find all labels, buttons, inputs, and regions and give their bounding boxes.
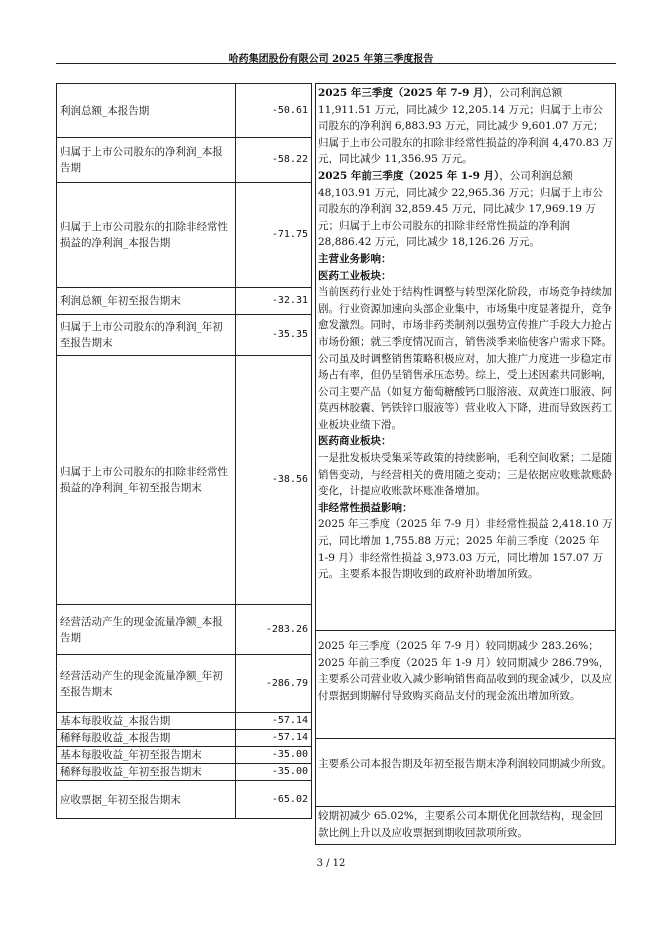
metric-label: 利润总额_本报告期 bbox=[57, 84, 236, 138]
nonrecurring-text: 2025 年三季度（2025 年 7-9 月）非经常性损益 2,418.10 万元，同比增加 1,755.88 万元；2025 年前三季度（2025 年 1-9 月）非经常性损益 3,973.03 万元，同比增加 157.07 万元。主要系本报告期收到的政府补助增加所致。 bbox=[318, 518, 613, 581]
industry-heading: 医药工业板块： bbox=[318, 269, 392, 282]
metric-value: -38.56 bbox=[235, 356, 311, 605]
table-row bbox=[57, 655, 312, 713]
table-row bbox=[57, 84, 312, 138]
metric-value: -35.00 bbox=[235, 747, 311, 764]
table-row bbox=[57, 730, 312, 747]
table-row bbox=[57, 713, 312, 730]
metric-label: 利润总额_年初至报告期末 bbox=[57, 288, 236, 315]
metric-value: -286.79 bbox=[235, 655, 311, 713]
table-row bbox=[57, 781, 312, 819]
commerce-heading: 医药商业板块： bbox=[318, 435, 392, 448]
main-business-heading: 主营业务影响： bbox=[318, 252, 392, 265]
cash-reason-text: 2025 年三季度（2025 年 7-9 月）较同期减少 283.26%；2025 年前三季度（2025 年 1-9 月）较同期减少 286.79%，主要系公司营业收入减少影响销售商品收到的现金减少，以及应付票据到期解付导致购买商品支付的现金流出增加所致。 bbox=[318, 640, 612, 702]
eps-reason-cell bbox=[315, 738, 616, 807]
table-row bbox=[57, 747, 312, 764]
metric-label: 应收票据_年初至报告期末 bbox=[57, 781, 236, 819]
commerce-text: 一是批发板块受集采等政策的持续影响，毛利空间收紧；二是随销售变动，与经营相关的费用随之变动；三是依据应收账款账龄变化，计提应收账款坏账准备增加。 bbox=[318, 452, 612, 498]
page-header: 哈药集团股份有限公司 2025 年第三季度报告 bbox=[228, 54, 434, 65]
metric-label: 归属于上市公司股东的扣除非经常性损益的净利润_年初至报告期末 bbox=[57, 356, 236, 605]
page-number: 3 / 12 bbox=[316, 858, 346, 869]
ytd-text: ，公司利润总额 48,103.91 万元，同比减少 22,965.36 万元；归属于上市公司股东的净利润 32,859.45 万元，同比减少 17,969.19 万元；归属于上市公司股东的扣除非经常性损益的净利润 28,886.42 万元，同比减少 18,126.26 万元。 bbox=[318, 169, 603, 249]
metric-value: -57.14 bbox=[235, 730, 311, 747]
table-row bbox=[57, 605, 312, 655]
metric-label: 稀释每股收益_年初至报告期末 bbox=[57, 764, 236, 781]
metric-label: 经营活动产生的现金流量净额_年初至报告期末 bbox=[57, 655, 236, 713]
industry-text: 当前医药行业处于结构性调整与转型深化阶段，市场竞争持续加剧。行业资源加速向头部企业集中，市场集中度显著提升，竞争愈发激烈。同时，市场非药类制剂以强势宣传推广手段大力抢占市场份额；就三季度情况而言，销售淡季来临使客户需求下降。公司虽及时调整销售策略积极应对，加大推广力度进一步稳定市场占有率，但仍呈销售承压态势。综上，受上述因素共同影响，公司主要产品（如复方葡萄糖酸钙口服溶液、双黄连口服液、阿莫西林胶囊、钙铁锌口服液等）营业收入下降，进而导致医药工业板块业绩下滑。 bbox=[318, 286, 612, 431]
metric-value: -71.75 bbox=[235, 183, 311, 288]
table-row bbox=[57, 764, 312, 781]
q3-text: ，公司利润总额 11,911.51 万元，同比减少 12,205.14 万元；归属于上市公司股东的净利润 6,883.93 万元，同比减少 9,601.07 万元；归属于上市公司股东的扣除非经常性损益的净利润 4,470.83 万元，同比减少 11,356.95 万元。 bbox=[318, 87, 613, 166]
q3-heading: 2025 年三季度（2025 年 7-9 月） bbox=[318, 87, 489, 99]
metric-label: 归属于上市公司股东的扣除非经常性损益的净利润_本报告期 bbox=[57, 183, 236, 288]
table-row bbox=[57, 288, 312, 315]
ytd-heading: 2025 年前三季度（2025 年 1-9 月） bbox=[318, 169, 500, 182]
metric-value: -32.31 bbox=[235, 288, 311, 315]
metric-label: 经营活动产生的现金流量净额_本报告期 bbox=[57, 605, 236, 655]
metric-value: -57.14 bbox=[235, 713, 311, 730]
metric-label: 归属于上市公司股东的净利润_年初至报告期末 bbox=[57, 315, 236, 356]
metric-value: -65.02 bbox=[235, 781, 311, 819]
metric-value: -35.35 bbox=[235, 315, 311, 356]
metric-value: -283.26 bbox=[235, 605, 311, 655]
notes-reason-cell bbox=[315, 806, 616, 845]
table-row bbox=[57, 315, 312, 356]
eps-reason-text: 主要系公司本报告期及年初至报告期末净利润较同期减少所致。 bbox=[318, 758, 612, 770]
metric-label: 基本每股收益_年初至报告期末 bbox=[57, 747, 236, 764]
metric-label: 归属于上市公司股东的净利润_本报告期 bbox=[57, 138, 236, 183]
metric-value: -50.61 bbox=[235, 84, 311, 138]
metric-value: -35.00 bbox=[235, 764, 311, 781]
cash-reason-cell bbox=[315, 630, 616, 739]
metric-value: -58.22 bbox=[235, 138, 311, 183]
table-row bbox=[57, 183, 312, 288]
notes-reason-text: 较期初减少 65.02%，主要系公司本期优化回款结构，现金回款比例上升以及应收票据到期收回款项所致。 bbox=[318, 810, 603, 839]
nonrecurring-heading: 非经常性损益影响： bbox=[318, 501, 413, 514]
header-rule bbox=[56, 63, 616, 64]
metric-label: 稀释每股收益_本报告期 bbox=[57, 730, 236, 747]
table-row bbox=[57, 138, 312, 183]
metric-label: 基本每股收益_本报告期 bbox=[57, 713, 236, 730]
table-row bbox=[57, 356, 312, 605]
profit-reason-cell bbox=[315, 83, 616, 631]
metrics-table bbox=[56, 83, 312, 819]
